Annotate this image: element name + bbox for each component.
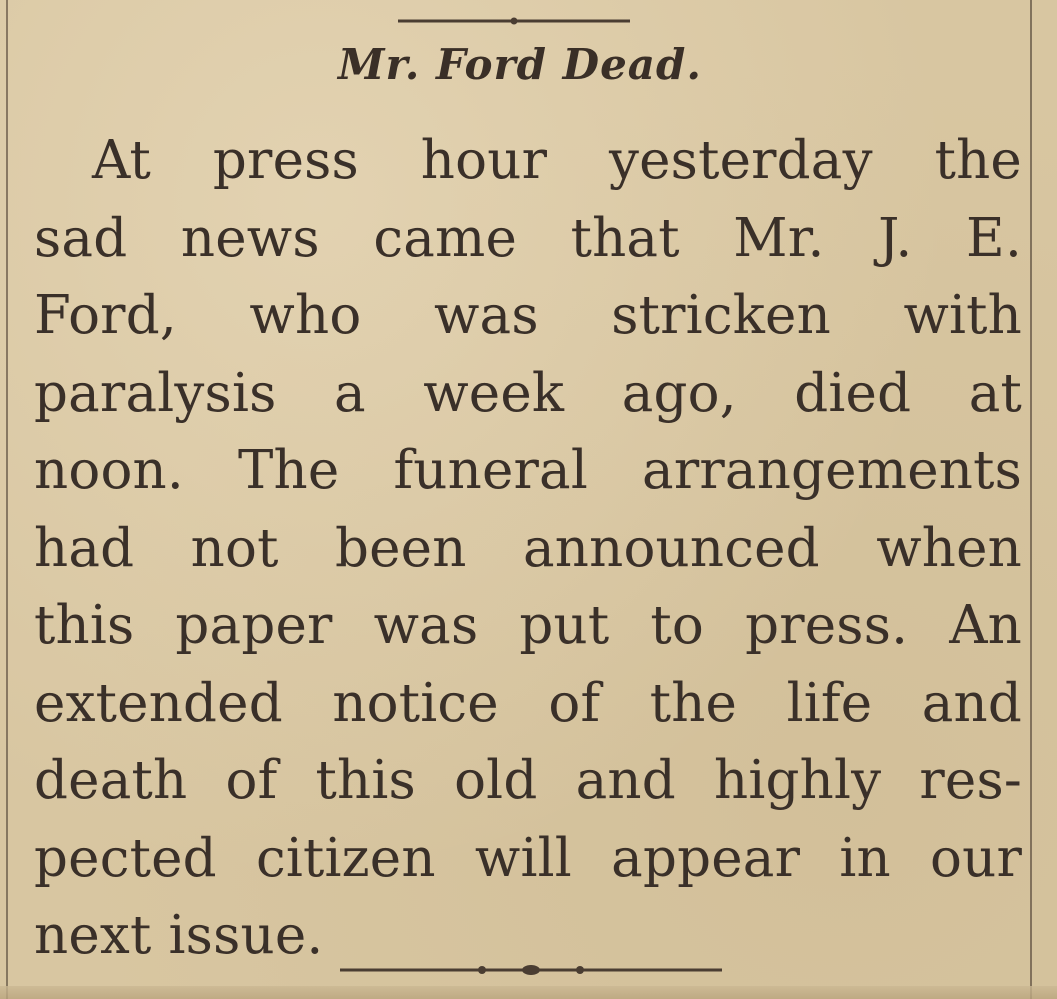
article-body [34,122,1022,975]
article-line: paralysis a week ago, died at [34,362,1022,424]
article-headline: Mr. Ford Dead. [337,40,702,89]
article-line: At press hour yesterday the [92,130,1022,191]
article-line: pected citizen will appear in our [34,827,1022,889]
right-column-rule [1030,0,1032,999]
article-line: had not been announced when [34,517,1022,579]
article-line: sad news came that Mr. J. E. [34,207,1022,269]
article-line: noon. The funeral arrangements [34,440,1022,501]
next-article-edge [0,986,1057,999]
bottom-divider-ornament [340,962,722,978]
article-line: death of this old and highly res- [34,750,1022,811]
top-divider-ornament [398,14,630,28]
article-line: extended notice of the life and [34,672,1022,734]
article-line: Ford, who was stricken with [34,285,1022,346]
article-line: this paper was put to press. An [34,595,1022,656]
left-column-rule [6,0,8,999]
article-line: next issue. [34,905,324,966]
